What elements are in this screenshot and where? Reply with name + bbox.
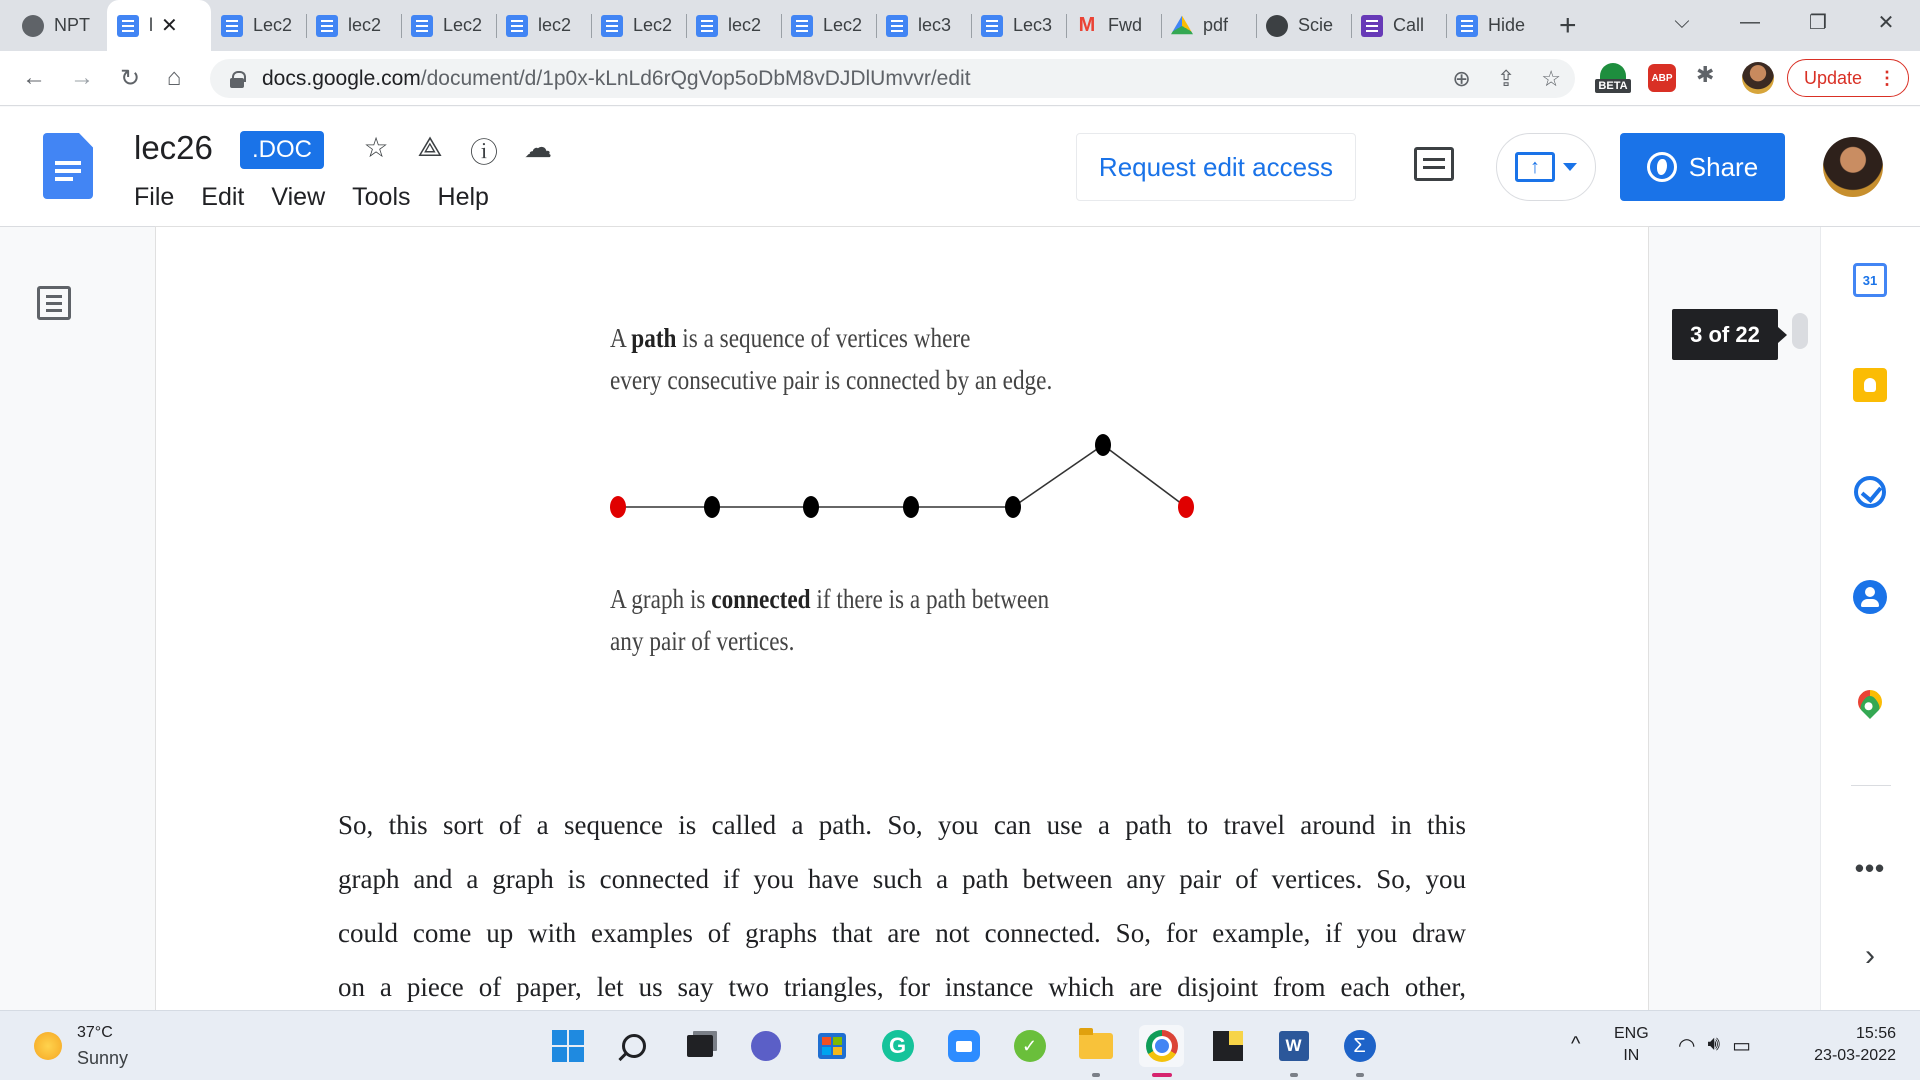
paragraph-line: graph and a graph is connected if you have such a path between any pair of vertices. So, you — [338, 864, 1466, 894]
tab[interactable] — [1161, 0, 1256, 51]
tab-active[interactable] — [107, 0, 211, 51]
path-edge — [1103, 445, 1186, 507]
wifi-icon[interactable]: ◠ — [1678, 1035, 1696, 1057]
grammarly-button[interactable] — [875, 1025, 920, 1067]
start-button[interactable] — [545, 1025, 590, 1067]
docs-icon — [696, 15, 718, 37]
beta-extension-icon[interactable]: BETA — [1594, 58, 1632, 98]
body-paragraph — [338, 798, 1466, 1014]
present-button[interactable] — [1496, 133, 1596, 201]
account-avatar[interactable] — [1823, 137, 1883, 197]
scrollbar-thumb[interactable] — [1792, 313, 1808, 349]
paragraph-line: on a piece of paper, let us say two triangles, for instance which are disjoint from each other, — [338, 972, 1466, 1002]
minimize-button[interactable]: — — [1740, 10, 1760, 33]
contacts-icon[interactable] — [1851, 578, 1889, 616]
chrome-button[interactable] — [1139, 1025, 1184, 1067]
tab-title: Lec3 — [1013, 15, 1053, 35]
task-view-button[interactable] — [677, 1025, 722, 1067]
windows-logo-icon — [552, 1030, 584, 1062]
document-title[interactable]: lec26 — [134, 129, 213, 166]
docs-icon — [411, 15, 433, 37]
docs-icon — [506, 15, 528, 37]
chrome-icon — [1146, 1030, 1178, 1062]
tab[interactable] — [591, 0, 686, 51]
folder-icon — [1079, 1033, 1113, 1059]
lock-icon[interactable] — [230, 71, 244, 87]
tab[interactable] — [496, 0, 591, 51]
path-endpoint-vertex — [610, 496, 626, 518]
windows-taskbar — [0, 1010, 1920, 1080]
bookmark-star-icon[interactable]: ☆ — [1541, 65, 1561, 91]
check-app-icon: ✓ — [1014, 1030, 1046, 1062]
path-vertex — [1095, 434, 1111, 456]
teams-icon — [751, 1031, 781, 1061]
page-counter: 3 of 22 — [1672, 309, 1778, 360]
tab-title: l — [149, 15, 153, 35]
close-tab-icon[interactable]: ✕ — [161, 15, 178, 37]
menu-edit[interactable]: Edit — [201, 183, 245, 211]
input-language[interactable]: ENG IN — [1614, 1025, 1649, 1064]
store-button[interactable] — [809, 1025, 854, 1067]
side-panel — [1820, 227, 1920, 1010]
globe-icon — [1647, 152, 1677, 182]
comments-icon[interactable] — [1414, 147, 1454, 181]
docs-icon — [981, 15, 1003, 37]
teams-chat-button[interactable] — [743, 1025, 788, 1067]
search-icon — [622, 1034, 646, 1058]
tab-title: Lec2 — [253, 15, 293, 35]
tab[interactable] — [876, 0, 971, 51]
chat-icon — [1266, 15, 1288, 37]
tab[interactable] — [781, 0, 876, 51]
docs-icon — [221, 15, 243, 37]
browser-toolbar — [0, 51, 1920, 106]
window-controls — [1648, 0, 1920, 44]
path-vertex — [903, 496, 919, 518]
sun-icon[interactable] — [34, 1032, 62, 1060]
tab[interactable] — [1256, 0, 1351, 51]
tab[interactable] — [401, 0, 496, 51]
word-button[interactable] — [1271, 1025, 1316, 1067]
tab-title: pdf — [1203, 15, 1229, 35]
weather-condition[interactable]: Sunny — [77, 1048, 129, 1068]
system-clock[interactable]: 15:56 23-03-2022 — [1814, 1025, 1896, 1064]
tab-title: Scie — [1298, 15, 1334, 35]
tab-title: Fwd — [1108, 15, 1143, 35]
tab-list — [0, 0, 1577, 51]
document-outline-icon[interactable] — [37, 286, 71, 320]
sigma-icon: Σ — [1344, 1030, 1376, 1062]
tab[interactable] — [211, 0, 306, 51]
tab-title: lec3 — [918, 15, 952, 35]
word-icon: W — [1279, 1031, 1309, 1061]
tab[interactable] — [306, 0, 401, 51]
forms-icon — [1361, 15, 1383, 37]
expand-panel-icon[interactable]: › — [1865, 939, 1875, 972]
docs-icon — [886, 15, 908, 37]
browser-menu-icon[interactable]: ⋮ — [1878, 67, 1896, 88]
menu-tools[interactable]: Tools — [352, 183, 411, 211]
docs-header — [0, 107, 1920, 227]
keep-icon[interactable] — [1853, 368, 1887, 402]
tab[interactable] — [1066, 0, 1161, 51]
gmail-icon: M — [1078, 14, 1096, 36]
tab[interactable] — [1351, 0, 1446, 51]
tab-title: Lec2 — [633, 15, 673, 35]
home-button[interactable]: ⌂ — [166, 64, 182, 91]
document-info-icon[interactable]: ⓘ — [469, 137, 498, 168]
forward-button[interactable]: → — [70, 64, 94, 91]
move-to-drive-icon[interactable]: ⟁ — [417, 131, 443, 162]
docs-icon — [601, 15, 623, 37]
store-icon — [818, 1033, 846, 1059]
url-text[interactable]: docs.google.com/document/d/1p0x-kLnLd6rQgVop5oDbM8vDJDlUmvvr/edit — [262, 66, 971, 90]
search-button[interactable] — [611, 1025, 656, 1067]
tab-title: NPT — [54, 15, 90, 35]
path-definition: A path is a sequence of vertices where every consecutive pair is connected by an edge. — [610, 323, 1053, 395]
weather-temperature[interactable]: 37°C — [77, 1024, 113, 1041]
menu-bar — [134, 183, 516, 212]
chevron-down-icon[interactable] — [1563, 163, 1577, 171]
reload-button[interactable]: ↻ — [119, 64, 141, 92]
path-endpoint-vertex — [1178, 496, 1194, 518]
zoom-icon — [948, 1030, 980, 1062]
file-explorer-button[interactable] — [1073, 1025, 1118, 1067]
update-button[interactable]: Update ⋮ — [1787, 59, 1909, 97]
new-tab-button[interactable]: + — [1559, 8, 1577, 42]
sticky-notes-button[interactable] — [1205, 1025, 1250, 1067]
tab-title: Call — [1393, 15, 1425, 35]
math-app-button[interactable] — [1337, 1025, 1382, 1067]
docs-icon — [1456, 15, 1478, 37]
docs-home-logo[interactable] — [43, 133, 93, 199]
path-vertex — [704, 496, 720, 518]
tab[interactable] — [971, 0, 1066, 51]
tab-title: lec2 — [348, 15, 382, 35]
calendar-icon[interactable]: 31 — [1853, 263, 1887, 297]
present-icon: ↑ — [1515, 152, 1555, 182]
docs-icon — [791, 15, 813, 37]
volume-icon[interactable]: 🔊︎ — [1707, 1033, 1721, 1055]
request-edit-access-button[interactable]: Request edit access — [1076, 133, 1356, 201]
close-window-button[interactable]: ✕ — [1877, 11, 1895, 34]
browser-tab-strip — [0, 0, 1920, 51]
tab-title: Hide — [1488, 15, 1526, 35]
share-button[interactable]: Share — [1620, 133, 1785, 201]
sticky-notes-icon — [1213, 1031, 1243, 1061]
browser-profile-avatar[interactable] — [1742, 62, 1774, 94]
grammarly-icon: G — [882, 1030, 914, 1062]
connected-definition: A graph is connected if there is a path between any pair of vertices. — [610, 584, 1050, 656]
tab-search-button[interactable]: ⌵ — [1674, 10, 1690, 33]
paragraph-line: So, this sort of a sequence is called a path. So, you can use a path to travel around in this — [338, 810, 1466, 840]
globe-icon — [22, 15, 44, 37]
drive-icon — [1171, 15, 1193, 37]
back-button[interactable]: ← — [22, 64, 46, 91]
path-vertex — [803, 496, 819, 518]
task-view-icon — [687, 1035, 713, 1057]
share-page-icon[interactable]: ⇪ — [1496, 65, 1516, 91]
green-app-button[interactable] — [1007, 1025, 1052, 1067]
maps-icon[interactable] — [1851, 683, 1889, 721]
extensions-puzzle-icon[interactable]: ✱ — [1696, 62, 1715, 87]
battery-icon[interactable]: ▭ — [1732, 1035, 1751, 1057]
tab-title: Lec2 — [823, 15, 863, 35]
paragraph-line: could come up with examples of graphs that are not connected. So, for example, if you draw — [338, 918, 1466, 948]
zoom-app-button[interactable] — [941, 1025, 986, 1067]
show-hidden-icons-button[interactable]: ^ — [1571, 1033, 1581, 1055]
menu-file[interactable]: File — [134, 183, 175, 211]
adblock-plus-icon[interactable]: ABP — [1648, 64, 1676, 92]
docs-icon — [117, 15, 139, 37]
side-panel-divider — [1851, 785, 1891, 786]
tab[interactable] — [12, 0, 107, 51]
restore-button[interactable]: ❐ — [1809, 11, 1827, 34]
tab-title: lec2 — [728, 15, 762, 35]
path-edge — [1013, 445, 1103, 507]
file-type-badge: .DOC — [240, 131, 324, 169]
star-icon[interactable]: ☆ — [363, 132, 389, 163]
cloud-status-icon[interactable]: ☁ — [524, 132, 552, 163]
docs-icon — [316, 15, 338, 37]
tab[interactable] — [686, 0, 781, 51]
tab[interactable] — [1446, 0, 1541, 51]
menu-help[interactable]: Help — [437, 183, 489, 211]
tab-title: Lec2 — [443, 15, 483, 35]
menu-view[interactable]: View — [271, 183, 326, 211]
address-bar[interactable] — [210, 59, 1575, 98]
path-vertex — [1005, 496, 1021, 518]
more-addons-icon[interactable]: ••• — [1854, 852, 1886, 883]
tasks-icon[interactable] — [1851, 473, 1889, 511]
zoom-icon[interactable]: ⊕ — [1452, 65, 1471, 91]
tab-title: lec2 — [538, 15, 572, 35]
